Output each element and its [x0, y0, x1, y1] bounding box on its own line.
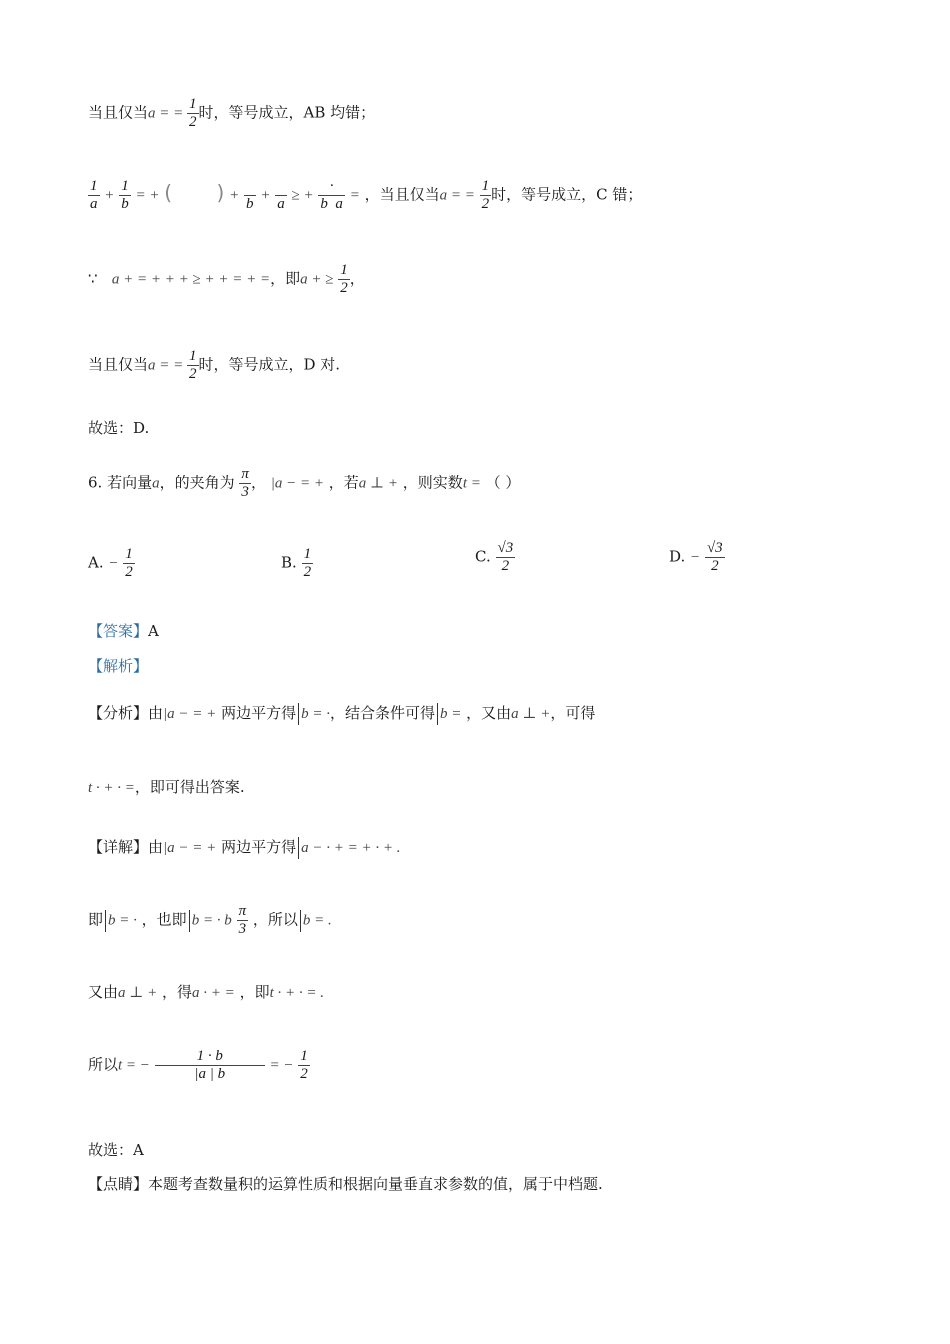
xiangjie-line-4 — [88, 1048, 310, 1083]
fraction-half: $\frac{1}{2}$ — [481, 178, 490, 212]
line-text-end: ， — [349, 269, 365, 288]
option-a[interactable] — [88, 546, 135, 581]
xiangjie-text-6: ，即 — [239, 983, 270, 1001]
fenxi-math-2: b = · — [301, 706, 330, 722]
xiangjie-text-1: 由 — [148, 838, 164, 856]
line-text-mid: ，当且仅当 — [364, 185, 440, 204]
xiangjie-text-5: ，得 — [162, 983, 193, 1001]
dianjing-tag: 【点睛】 — [88, 1175, 149, 1193]
math-condition-1: |a − = + — [270, 475, 324, 492]
line-text: 时，等号成立，AB 均错； — [198, 103, 376, 122]
fenxi-math-3: b = — [439, 706, 462, 722]
fraction: $\frac{1}{2}$ — [189, 348, 197, 382]
xiangjie-math-10: = − — [269, 1057, 294, 1074]
option-sign: − — [690, 549, 701, 566]
math-t-equals: t = — [462, 475, 481, 492]
question-text-5: ，若 — [328, 473, 359, 492]
solution-line-2 — [88, 178, 642, 213]
conclusion-text: 故选：D. — [88, 419, 150, 437]
answer-line — [88, 620, 159, 641]
math-plus: + — [104, 187, 115, 204]
option-fraction: $\frac{1}{2}$ — [303, 546, 312, 580]
xiangjie-line-1 — [88, 836, 400, 859]
dianjing-line — [88, 1173, 603, 1194]
question-text-1: 若向量 — [107, 473, 153, 492]
xiangjie-text-2: 两边平方得 — [221, 838, 297, 856]
xiangjie-math-9: t = − — [118, 1057, 150, 1074]
xiangjie-prefix: 即 — [88, 910, 104, 929]
solution-line-1 — [88, 96, 375, 131]
conclusion-text: 故选：A — [88, 1141, 144, 1159]
solution-line-4 — [88, 348, 340, 383]
solution-line-3 — [88, 262, 365, 297]
answer-tag: 【答案】 — [88, 622, 149, 640]
option-fraction: $\frac{√3}{2}$ — [497, 540, 514, 574]
option-label: D. — [669, 547, 686, 566]
fraction-pi-over-3: $\frac{\pi}{3}$ — [238, 903, 247, 937]
xiangjie-math-3: b = · — [108, 912, 137, 929]
fenxi-text-3: ，结合条件可得 — [329, 704, 435, 722]
analysis-heading — [88, 655, 148, 676]
abs-bar — [105, 910, 106, 932]
math-expression: a = = — [148, 357, 188, 374]
fraction-over-b: b — [246, 196, 254, 212]
option-d[interactable] — [669, 540, 725, 575]
math-inequality: a + ≥ — [300, 271, 334, 288]
question-number: 6. — [88, 473, 103, 492]
option-sign: − — [108, 555, 119, 572]
conclusion-d — [88, 417, 149, 438]
because-symbol: ∵ — [88, 269, 98, 288]
dianjing-text: 本题考查数量积的运算性质和根据向量垂直求参数的值，属于中档题. — [148, 1175, 603, 1193]
fenxi-math-1: |a − = + — [163, 706, 217, 722]
option-label: B. — [281, 553, 297, 572]
option-fraction: $\frac{1}{2}$ — [125, 546, 133, 580]
fraction-pi-over-3: $\frac{\pi}{3}$ — [241, 466, 249, 500]
xiangjie-math-7: a · + = — [192, 985, 235, 1001]
xiangjie-math-6: a ⊥ + — [118, 985, 158, 1001]
math-expression: a + = + + + ≥ + + = + = — [111, 271, 271, 288]
fraction-half: $\frac{1}{2}$ — [300, 1048, 308, 1082]
math-geq: ≥ + — [291, 187, 314, 204]
abs-bar — [189, 910, 190, 932]
math-condition: a = = — [439, 187, 475, 204]
question-text-6: ，则实数 — [402, 473, 463, 492]
fenxi-text-6: ，即可得出答案. — [134, 778, 245, 796]
xiangjie-math-4: b = · b — [191, 912, 232, 929]
fenxi-line-2 — [88, 776, 245, 797]
analysis-tag: 【解析】 — [88, 657, 149, 675]
abs-bar — [298, 837, 299, 859]
abs-bar — [437, 703, 438, 725]
vector-a: a — [152, 475, 160, 492]
xiangjie-math-2: a − · + = + · + . — [301, 840, 401, 856]
comma-2: ， — [250, 473, 266, 492]
xiangjie-tag: 【详解】 — [88, 838, 149, 856]
fenxi-math-5: t · + · = — [88, 780, 135, 796]
xiangjie-prefix-3: 所以 — [88, 1055, 119, 1074]
xiangjie-math-1: |a − = + — [163, 840, 217, 856]
math-equals-2: = — [349, 187, 360, 204]
fraction-formula: $\frac{1 \cdot b}{|a | b}$ — [155, 1048, 265, 1083]
xiangjie-line-3 — [88, 981, 324, 1002]
xiangjie-text-3: ，也即 — [141, 910, 187, 929]
xiangjie-prefix-2: 又由 — [88, 983, 119, 1001]
fraction-sqrt: $\frac{\cdot}{\text{b a}}$ — [320, 178, 343, 212]
fraction: $\frac{1}{2}$ — [189, 96, 197, 130]
option-b[interactable] — [281, 546, 313, 581]
xiangjie-math-8: t · + · = . — [269, 985, 325, 1001]
option-c[interactable] — [475, 540, 515, 575]
fraction-1-over-a: $\frac{1}{a}$ — [90, 178, 98, 212]
line-text-mid: ，即 — [270, 269, 301, 288]
conclusion-a — [88, 1139, 144, 1160]
fenxi-math-4: a ⊥ + — [511, 706, 551, 722]
option-fraction: $\frac{√3}{2}$ — [706, 540, 723, 574]
fenxi-text-5: ，可得 — [550, 704, 596, 722]
question-6 — [88, 466, 520, 501]
option-label: C. — [475, 547, 491, 566]
fenxi-text-2: 两边平方得 — [221, 704, 297, 722]
xiangjie-line-2 — [88, 903, 332, 938]
fenxi-tag: 【分析】 — [88, 704, 149, 722]
math-plus-2: + — [229, 187, 240, 204]
fenxi-text-4: ，又由 — [466, 704, 512, 722]
xiangjie-math-5: b = . — [302, 912, 332, 929]
line-text-end: 时，等号成立，C 错； — [491, 185, 643, 204]
abs-bar — [300, 910, 301, 932]
line-text-prefix: 当且仅当 — [88, 355, 149, 374]
answer-value: A — [148, 622, 159, 640]
fraction-over-a: a — [277, 196, 285, 212]
line-text: 时，等号成立，D 对. — [198, 355, 341, 374]
fraction-half: $\frac{1}{2}$ — [340, 262, 348, 296]
math-plus-3: + — [260, 187, 271, 204]
xiangjie-text-4: ，所以 — [252, 910, 298, 929]
big-parenthesis-icon: ( ) — [164, 180, 225, 205]
line-text-prefix: 当且仅当 — [88, 103, 149, 122]
math-equals: = + — [135, 187, 160, 204]
comma: ， — [159, 473, 175, 492]
option-label: A. — [88, 553, 104, 572]
question-text-3: 的夹角为 — [174, 473, 235, 492]
math-condition-2: a ⊥ + — [358, 475, 399, 492]
fenxi-line-1 — [88, 702, 595, 725]
fraction-1-over-b: $\frac{1}{b}$ — [121, 178, 129, 212]
answer-blank: （ ） — [485, 473, 521, 492]
math-expression: a = = — [148, 105, 188, 122]
fenxi-text-1: 由 — [148, 704, 164, 722]
abs-bar — [298, 703, 299, 725]
